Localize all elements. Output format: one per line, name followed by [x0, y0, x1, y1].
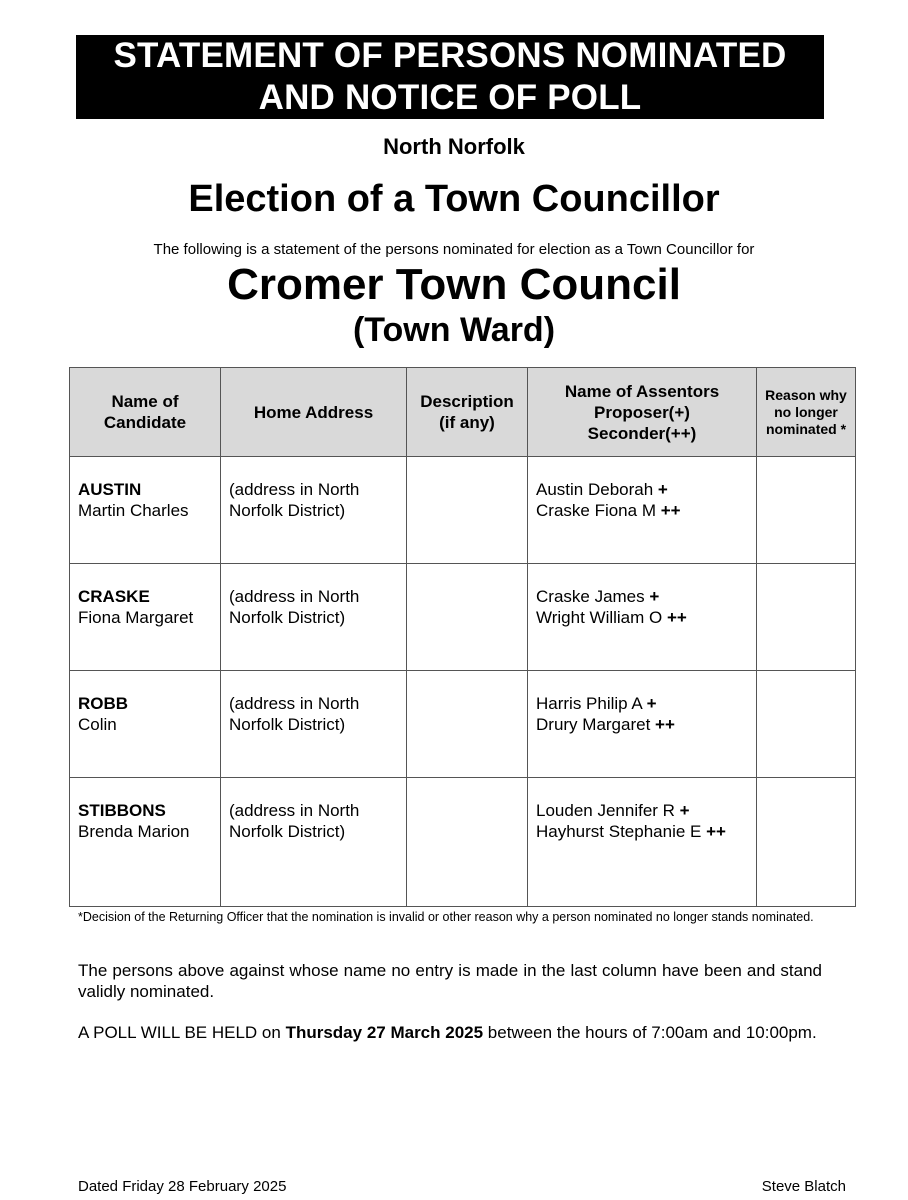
- proposer-line: [536, 693, 748, 714]
- poll-prefix: A POLL WILL BE HELD on: [78, 1023, 281, 1042]
- seconder-line: [536, 607, 748, 628]
- reason-cell: [757, 457, 856, 564]
- nominations-table: [69, 367, 856, 907]
- candidate-cell: [70, 671, 221, 778]
- header-assentors-line-1: Name of Assentors: [564, 381, 720, 401]
- seconder-mark: ++: [706, 822, 726, 841]
- seconder-name: Drury Margaret: [536, 715, 651, 734]
- intro-text: The following is a statement of the persons nominated for election as a Town Councillor for: [153, 241, 755, 258]
- header-reason: Reason why no longer nominated *: [757, 368, 856, 457]
- seconder-mark: ++: [655, 715, 675, 734]
- election-title: Election of a Town Councillor: [188, 178, 720, 220]
- table-row: [70, 778, 856, 907]
- seconder-name: Wright William O: [536, 608, 663, 627]
- banner-line-2: AND NOTICE OF POLL: [258, 78, 642, 117]
- proposer-mark: +: [646, 694, 657, 713]
- candidate-surname: CRASKE: [78, 587, 150, 606]
- poll-suffix: between the hours of 7:00am and 10:00pm.: [487, 1023, 817, 1042]
- proposer-mark: +: [649, 587, 660, 606]
- proposer-name: Harris Philip A: [536, 694, 642, 713]
- description-cell: [407, 457, 528, 564]
- candidate-forenames: Brenda Marion: [78, 822, 190, 841]
- district-name: North Norfolk: [383, 134, 525, 159]
- assentors-cell: [528, 457, 757, 564]
- proposer-name: Louden Jennifer R: [536, 801, 675, 820]
- officer-name: Steve Blatch: [761, 1178, 846, 1195]
- header-home-address: Home Address: [221, 368, 407, 457]
- candidate-cell: [70, 564, 221, 671]
- proposer-line: [536, 479, 748, 500]
- candidate-surname: ROBB: [78, 694, 129, 713]
- seconder-mark: ++: [660, 501, 681, 520]
- candidate-cell: [70, 778, 221, 907]
- table-header-row: [70, 368, 856, 457]
- candidate-cell: [70, 457, 221, 564]
- description-cell: [407, 564, 528, 671]
- returning-officer: [762, 1178, 846, 1195]
- seconder-name: Craske Fiona M: [536, 501, 656, 520]
- proposer-mark: +: [657, 480, 668, 499]
- candidate-surname: AUSTIN: [78, 480, 142, 499]
- address-cell: (address in North Norfolk District): [221, 671, 407, 778]
- footnote: *Decision of the Returning Officer that the nomination is invalid or other reason why a person nominated no longer stands nominated.: [78, 910, 814, 924]
- address-cell: (address in North Norfolk District): [221, 564, 407, 671]
- table-row: [70, 457, 856, 564]
- table-row: [70, 564, 856, 671]
- description-cell: [407, 778, 528, 907]
- title-banner: [76, 35, 824, 119]
- address-cell: (address in North Norfolk District): [221, 778, 407, 907]
- reason-cell: [757, 564, 856, 671]
- candidate-forenames: Martin Charles: [78, 501, 189, 520]
- header-assentors-line-3: Seconder(++): [587, 423, 697, 443]
- header-candidate-name: Name of Candidate: [70, 368, 221, 457]
- proposer-line: [536, 586, 748, 607]
- description-cell: [407, 671, 528, 778]
- proposer-name: Craske James: [536, 587, 645, 606]
- seconder-mark: ++: [666, 608, 687, 627]
- proposer-line: [536, 800, 748, 821]
- seconder-line: [536, 500, 748, 521]
- banner-line-1: STATEMENT OF PERSONS NOMINATED: [113, 36, 787, 75]
- proposer-mark: +: [679, 801, 690, 820]
- council-name: Cromer Town Council: [227, 260, 681, 309]
- poll-notice: [78, 1022, 822, 1043]
- candidate-forenames: Colin: [78, 715, 117, 734]
- seconder-line: [536, 714, 748, 735]
- seconder-name: Hayhurst Stephanie E: [536, 822, 702, 841]
- address-cell: (address in North Norfolk District): [221, 457, 407, 564]
- reason-cell: [757, 671, 856, 778]
- header-assentors-line-2: Proposer(+): [594, 402, 690, 422]
- seconder-line: [536, 821, 748, 842]
- reason-cell: [757, 778, 856, 907]
- candidate-forenames: Fiona Margaret: [78, 608, 194, 627]
- assentors-cell: [528, 671, 757, 778]
- candidate-surname: STIBBONS: [78, 801, 166, 820]
- proposer-name: Austin Deborah: [536, 480, 654, 499]
- table-row: [70, 671, 856, 778]
- poll-date: Thursday 27 March 2025: [285, 1023, 484, 1042]
- header-assentors: [528, 368, 757, 457]
- assentors-cell: [528, 564, 757, 671]
- header-description: Description (if any): [407, 368, 528, 457]
- ward-name: (Town Ward): [352, 311, 556, 349]
- assentors-cell: [528, 778, 757, 907]
- dated-line: Dated Friday 28 February 2025: [78, 1178, 287, 1195]
- validity-statement: The persons above against whose name no entry is made in the last column have been and stand validly nominated.: [78, 961, 822, 1001]
